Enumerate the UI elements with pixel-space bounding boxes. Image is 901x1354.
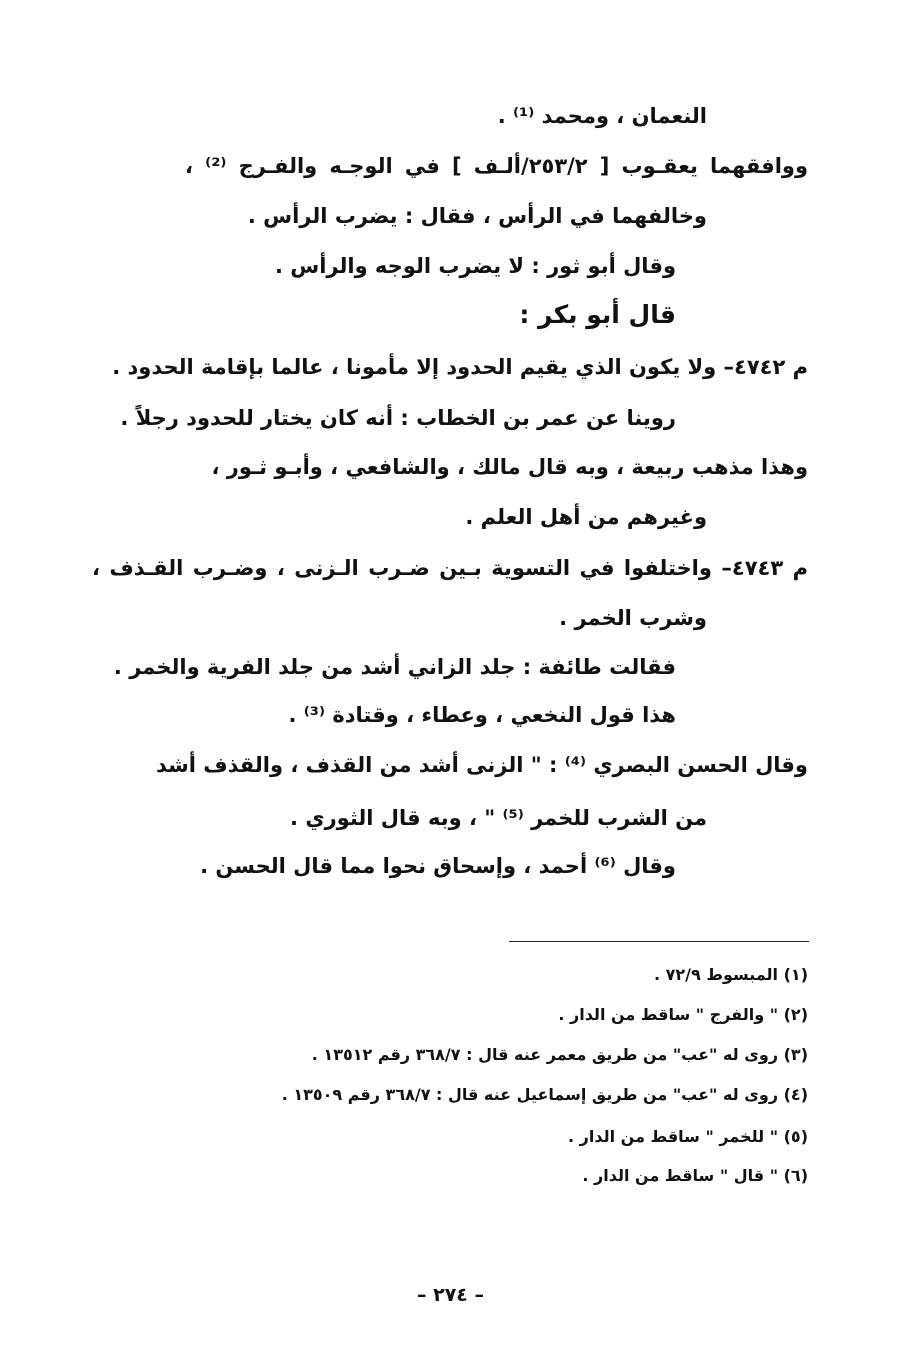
footnote: (٣) روى له "عب" من طريق معمر عنه قال : ٣٦٨/٧ رقم ١٣٥١٢ .: [311, 1045, 808, 1064]
body-line: النعمان ، ومحمد ⁽¹⁾ .: [497, 104, 707, 128]
footnote: (٦) " قال " ساقط من الدار .: [582, 1166, 808, 1185]
body-line: روينا عن عمر بن الخطاب : أنه كان يختار للحدود رجلاً .: [120, 406, 676, 430]
body-line: وشرب الخمر .: [559, 606, 707, 630]
body-line: وقال أبو ثور : لا يضرب الوجه والرأس .: [274, 254, 676, 278]
footnote: (١) المبسوط ٧٢/٩ .: [653, 965, 808, 984]
body-line: وهذا مذهب ربيعة ، وبه قال مالك ، والشافعي ، وأبـو ثـور ،: [211, 455, 808, 479]
body-line: هذا قول النخعي ، وعطاء ، وقتادة ⁽³⁾ .: [288, 703, 676, 727]
body-line: من الشرب للخمر ⁽⁵⁾ " ، وبه قال الثوري .: [290, 806, 707, 830]
body-line: ووافقهما يعقـوب [ ٢٥٣/٢/ألـف ] في الوجـه والفـرج ⁽²⁾ ،: [185, 154, 808, 178]
footnote: (٢) " والفرج " ساقط من الدار .: [558, 1005, 808, 1024]
footnote: (٤) روى له "عب" من طريق إسماعيل عنه قال : ٣٦٨/٧ رقم ١٣٥٠٩ .: [281, 1085, 808, 1104]
page-number: – ٢٧٤ –: [416, 1284, 485, 1306]
body-line: وقال الحسن البصري ⁽⁴⁾ : " الزنى أشد من القذف ، والقذف أشد: [155, 753, 808, 777]
body-line: وقال ⁽⁶⁾ أحمد ، وإسحاق نحوا مما قال الحسن .: [200, 854, 676, 878]
footnote-separator: [509, 941, 809, 942]
body-line: م ٤٧٤٢– ولا يكون الذي يقيم الحدود إلا مأمونا ، عالما بإقامة الحدود .: [112, 355, 808, 379]
body-line: وغيرهم من أهل العلم .: [465, 505, 707, 529]
body-line: م ٤٧٤٣– واختلفوا في التسوية بـين ضـرب الـزنى ، وضـرب القـذف ،: [92, 556, 809, 580]
section-heading: قال أبو بكر :: [519, 300, 676, 329]
footnote: (٥) " للخمر " ساقط من الدار .: [568, 1127, 808, 1146]
body-line: وخالفهما في الرأس ، فقال : يضرب الرأس .: [247, 204, 707, 228]
body-line: فقالت طائفة : جلد الزاني أشد من جلد الفرية والخمر .: [113, 655, 676, 679]
